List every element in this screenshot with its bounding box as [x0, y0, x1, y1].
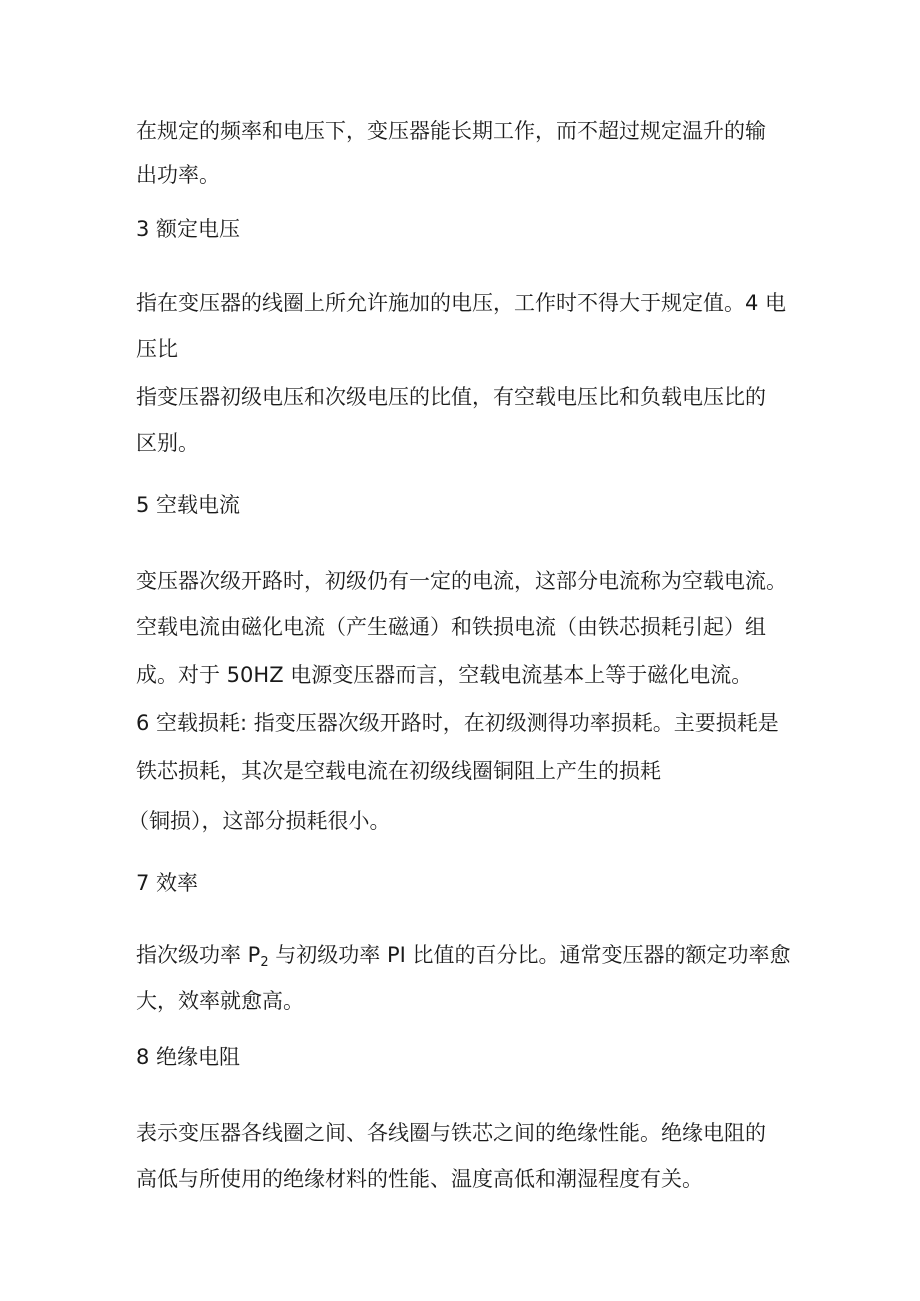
paragraph-line: 表示变压器各线圈之间、各线圈与铁芯之间的绝缘性能。绝缘电阻的 — [136, 1121, 766, 1145]
paragraph-line — [136, 932, 791, 978]
section-heading: 3 额定电压 — [136, 217, 241, 241]
paragraph-line: 6 空载损耗: 指变压器次级开路时，在初级测得功率损耗。主要损耗是 — [136, 711, 779, 735]
line-prefix: 指次级功率 P — [136, 943, 261, 967]
section-heading: 7 效率 — [136, 871, 199, 895]
paragraph-line: （铜损），这部分损耗很小。 — [128, 809, 391, 833]
paragraph-line: 大，效率就愈高。 — [136, 989, 304, 1013]
section-heading: 8 绝缘电阻 — [136, 1045, 241, 1069]
paragraph-line: 成。对于 50HZ 电源变压器而言，空载电流基本上等于磁化电流。 — [136, 663, 753, 687]
line-suffix: 与初级功率 PI 比值的百分比。通常变压器的额定功率愈 — [268, 943, 791, 967]
paragraph-line: 指变压器初级电压和次级电压的比值，有空载电压比和负载电压比的 — [136, 385, 766, 409]
paragraph-line: 变压器次级开路时，初级仍有一定的电流，这部分电流称为空载电流。 — [136, 569, 787, 593]
paragraph-line: 高低与所使用的绝缘材料的性能、温度高低和潮湿程度有关。 — [136, 1167, 703, 1191]
section-heading: 5 空载电流 — [136, 493, 241, 517]
paragraph-line: 区别。 — [136, 431, 199, 455]
paragraph-line: 指在变压器的线圈上所允许施加的电压，工作时不得大于规定值。4 电 — [136, 291, 787, 315]
paragraph-line: 空载电流由磁化电流（产生磁通）和铁损电流（由铁芯损耗引起）组 — [136, 615, 766, 639]
paragraph-line: 压比 — [136, 337, 178, 361]
paragraph-line: 铁芯损耗，其次是空载电流在初级线圈铜阻上产生的损耗 — [136, 759, 661, 783]
subscript: 2 — [260, 955, 269, 970]
paragraph-line: 出功率。 — [136, 163, 220, 187]
paragraph-line: 在规定的频率和电压下，变压器能长期工作，而不超过规定温升的输 — [136, 119, 766, 143]
